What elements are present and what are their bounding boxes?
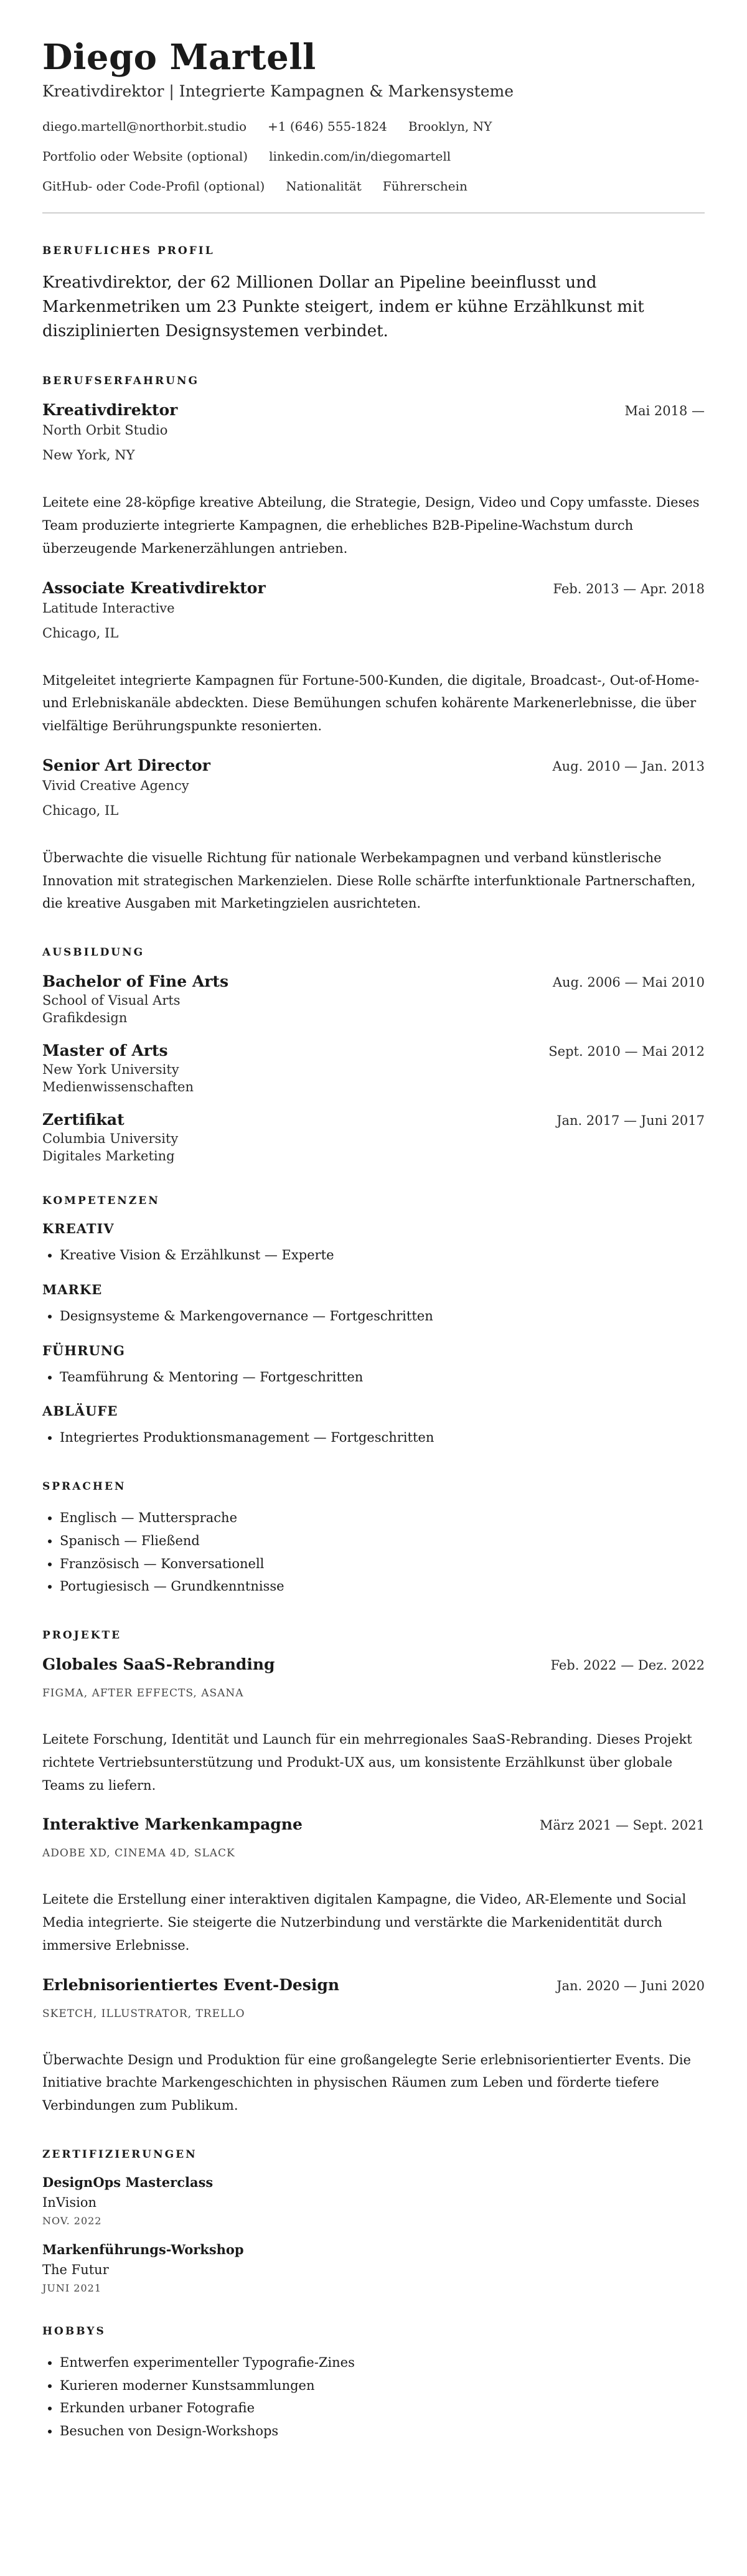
school-name: Columbia University (42, 1131, 179, 1147)
experience-entry (42, 756, 705, 915)
job-company: North Orbit Studio (42, 423, 168, 438)
projects-section (42, 1629, 705, 2117)
hobby-item: • Besuchen von Design-Workshops (60, 2420, 705, 2443)
job-date: Feb. 2013 — Apr. 2018 (553, 581, 705, 596)
contact-location: Brooklyn, NY (408, 119, 492, 134)
project-description: Überwachte Design und Produktion für eine großangelegte Serie erlebnisorientierter Events. Die Initiative brachte Markengeschichten in physischen Räumen zum Leben und förderte tiefere Verbindungen zum Publikum. (42, 2052, 691, 2113)
skill-list (42, 1426, 705, 1449)
contact-nationality: Nationalität (286, 179, 362, 194)
entry-head (42, 1976, 705, 1994)
skill-group (42, 1282, 705, 1328)
certification-entry (42, 2242, 705, 2294)
section-title: SPRACHEN (42, 1480, 126, 1493)
project-entry (42, 1976, 705, 2117)
entry-head (42, 1655, 705, 1673)
job-title: Associate Kreativdirektor (42, 578, 266, 597)
language-item: • Englisch — Muttersprache (60, 1507, 705, 1530)
skill-list (42, 1244, 705, 1267)
job-location: New York, NY (42, 448, 135, 463)
language-item: • Portugiesisch — Grundkenntnisse (60, 1575, 705, 1598)
candidate-name: Diego Martell (42, 37, 316, 78)
certification-name: Markenführungs-Workshop (42, 2241, 244, 2257)
skill-item: • Kreative Vision & Erzählkunst — Experte (60, 1244, 705, 1267)
project-description: Leitete die Erstellung einer interaktiven digitalen Kampagne, die Video, AR-Elemente und Social Media integrierte. Sie steigerte die Nutzerbindung und verstärkte die Markenidentität durch immersive Erlebnisse. (42, 1892, 687, 1953)
section-title: HOBBYS (42, 2325, 106, 2338)
candidate-headline: Kreativdirektor | Integrierte Kampagnen & Markensysteme (42, 82, 514, 101)
degree-title: Zertifikat (42, 1111, 125, 1129)
experience-entry (42, 401, 705, 560)
entry-head (42, 1111, 705, 1129)
section-title: ZERTIFIZIERUNGEN (42, 2148, 197, 2161)
hobbies-section (42, 2325, 705, 2443)
section-title: BERUFSERFAHRUNG (42, 375, 200, 388)
job-date: Aug. 2010 — Jan. 2013 (552, 758, 705, 774)
degree-date: Jan. 2017 — Juni 2017 (557, 1113, 705, 1129)
degree-title: Master of Arts (42, 1041, 168, 1060)
skill-group-title: FÜHRUNG (42, 1342, 125, 1358)
contact-row-3 (42, 179, 705, 194)
degree-title: Bachelor of Fine Arts (42, 972, 229, 991)
entry-head (42, 972, 705, 990)
entry-head (42, 1815, 705, 1833)
job-location: Chicago, IL (42, 802, 119, 818)
project-entry (42, 1655, 705, 1797)
study-field: Grafikdesign (42, 1010, 128, 1026)
entry-head (42, 579, 705, 597)
education-entry (42, 972, 705, 1025)
languages-section (42, 1480, 705, 1598)
certification-date: NOV. 2022 (42, 2214, 102, 2227)
project-name: Globales SaaS-Rebranding (42, 1655, 275, 1674)
certification-name: DesignOps Masterclass (42, 2174, 214, 2190)
experience-section (42, 375, 705, 915)
degree-date: Sept. 2010 — Mai 2012 (548, 1044, 705, 1060)
job-company: Latitude Interactive (42, 600, 175, 616)
job-title: Senior Art Director (42, 756, 210, 774)
section-title: BERUFLICHES PROFIL (42, 245, 215, 258)
skill-group (42, 1403, 705, 1449)
skill-list (42, 1305, 705, 1328)
job-date: Mai 2018 — (624, 403, 705, 419)
project-tools: FIGMA, AFTER EFFECTS, ASANA (42, 1687, 244, 1700)
job-description: Leitete eine 28-köpfige kreative Abteilung, die Strategie, Design, Video und Copy umfasste. Dieses Team produzierte integrierte Kampagnen, die erhebliches B2B-Pipeline-Wachstum durch überzeugende Markenerzählungen antrieben. (42, 495, 700, 556)
contact-linkedin[interactable]: linkedin.com/in/diegomartell (269, 149, 451, 164)
education-entry (42, 1111, 705, 1163)
hobby-item: • Erkunden urbaner Fotografie (60, 2397, 705, 2420)
hobby-item: • Kurieren moderner Kunstsammlungen (60, 2374, 705, 2397)
study-field: Medienwissenschaften (42, 1079, 194, 1095)
school-name: School of Visual Arts (42, 993, 181, 1008)
degree-date: Aug. 2006 — Mai 2010 (552, 975, 705, 990)
experience-entry (42, 579, 705, 738)
skill-item: • Teamführung & Mentoring — Fortgeschritten (60, 1366, 705, 1389)
contact-row-1 (42, 119, 705, 134)
profile-text: Kreativdirektor, der 62 Millionen Dollar an Pipeline beeinflusst und Markenmetriken um 23 Punkte steigert, indem er kühne Erzählkunst mit disziplinierten Designsystemen verbindet. (42, 273, 644, 341)
project-date: Feb. 2022 — Dez. 2022 (550, 1658, 705, 1673)
skill-item: • Integriertes Produktionsmanagement — Fortgeschritten (60, 1426, 705, 1449)
entry-head (42, 1041, 705, 1060)
resume-header (42, 37, 705, 194)
section-title: PROJEKTE (42, 1629, 122, 1642)
project-entry (42, 1815, 705, 1957)
education-entry (42, 1041, 705, 1094)
certifications-section (42, 2148, 705, 2294)
language-item: • Spanisch — Fließend (60, 1530, 705, 1553)
project-name: Interaktive Markenkampagne (42, 1815, 303, 1834)
certification-entry (42, 2174, 705, 2227)
job-description: Überwachte die visuelle Richtung für nationale Werbekampagnen und verband künstlerische Innovation mit strategischen Markenzielen. Diese Rolle schärfte interfunktionale Partnerschaften, die kreative Ausgaben mit Marketingzielen ausrichteten. (42, 850, 696, 911)
entry-head (42, 401, 705, 419)
contact-portfolio[interactable]: Portfolio oder Website (optional) (42, 149, 248, 164)
contact-row-2 (42, 149, 705, 164)
project-name: Erlebnisorientiertes Event-Design (42, 1975, 340, 1994)
job-company: Vivid Creative Agency (42, 778, 189, 793)
contact-license: Führerschein (382, 179, 467, 194)
language-item: • Französisch — Konversationell (60, 1553, 705, 1576)
project-description: Leitete Forschung, Identität und Launch für ein mehrregionales SaaS-Rebranding. Dieses Projekt richtete Vertriebsunterstützung und Produkt-UX aus, um konsistente Erzählkunst über globale Teams zu liefern. (42, 1732, 692, 1793)
project-date: März 2021 — Sept. 2021 (539, 1818, 705, 1833)
section-title: KOMPETENZEN (42, 1195, 160, 1208)
skill-group (42, 1221, 705, 1267)
education-section (42, 946, 705, 1163)
certification-date: JUNI 2021 (42, 2282, 102, 2294)
certification-issuer: The Futur (42, 2262, 109, 2277)
certification-issuer: InVision (42, 2194, 96, 2210)
skill-group-title: ABLÄUFE (42, 1403, 118, 1419)
contact-phone[interactable]: +1 (646) 555-1824 (268, 119, 387, 134)
language-list (42, 1507, 705, 1598)
entry-head (42, 756, 705, 774)
project-tools: SKETCH, ILLUSTRATOR, TRELLO (42, 2007, 245, 2020)
job-description: Mitgeleitet integrierte Kampagnen für Fortune-500-Kunden, die digitale, Broadcast-, Out-of-Home- und Erlebniskanäle abdeckten. Diese Bemühungen schufen kohärente Markenerlebnisse, die über vielfältige Berührungspunkte resonierten. (42, 672, 700, 734)
skills-section (42, 1195, 705, 1449)
contact-github[interactable]: GitHub- oder Code-Profil (optional) (42, 179, 265, 194)
hobby-item: • Entwerfen experimenteller Typografie-Zines (60, 2351, 705, 2374)
contact-email[interactable]: diego.martell@northorbit.studio (42, 119, 247, 134)
study-field: Digitales Marketing (42, 1149, 175, 1164)
job-location: Chicago, IL (42, 625, 119, 641)
header-divider (42, 212, 705, 214)
project-tools: ADOBE XD, CINEMA 4D, SLACK (42, 1847, 235, 1860)
skill-group-title: KREATIV (42, 1221, 115, 1237)
school-name: New York University (42, 1062, 179, 1078)
skill-item: • Designsysteme & Markengovernance — Fortgeschritten (60, 1305, 705, 1328)
hobby-list (42, 2351, 705, 2443)
skill-group-title: MARKE (42, 1281, 103, 1297)
job-title: Kreativdirektor (42, 401, 178, 420)
profile-section (42, 245, 705, 344)
section-title: AUSBILDUNG (42, 946, 145, 959)
project-date: Jan. 2020 — Juni 2020 (557, 1978, 705, 1993)
skill-group (42, 1343, 705, 1389)
skill-list (42, 1366, 705, 1389)
